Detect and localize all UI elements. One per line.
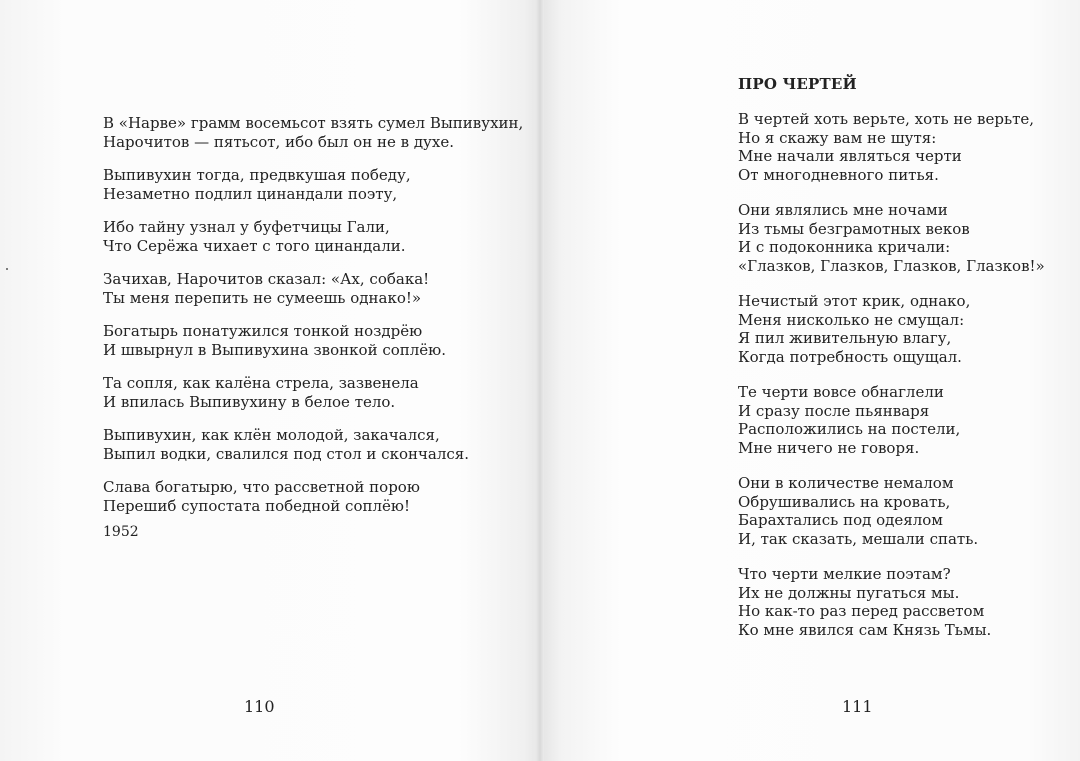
poem-line: Что черти мелкие поэтам? [738,565,951,583]
poem-line: Выпивухин, как клён молодой, закачался, [103,426,440,444]
left-stanza-5 [103,322,523,359]
poem-line: От многодневного питья. [738,165,939,184]
right-stanza-3 [738,292,1058,366]
left-stanza-1 [103,114,523,151]
left-stanza-3 [103,218,523,255]
poem-line: И швырнул в Выпивухина звонкой соплёю. [103,340,446,359]
poem-line: Но как-то раз перед рассветом [738,602,985,620]
poem-line: Что Серёжа чихает с того цинандали. [103,236,406,255]
right-stanza-4 [738,383,1058,457]
poem-line: «Глазков, Глазков, Глазков, Глазков!» [738,256,1045,275]
poem-line: Та сопля, как калёна стрела, зазвенела [103,374,419,392]
poem-line: Меня нисколько не смущал: [738,310,965,329]
left-stanza-4 [103,270,523,307]
poem-year: 1952 [103,524,139,540]
right-stanza-1 [738,110,1058,184]
poem-line: И сразу после пьянваря [738,401,930,420]
poem-line: Зачихав, Нарочитов сказал: «Ах, собака! [103,270,430,288]
poem-line: Я пил живительную влагу, [738,329,952,347]
poem-line: Нечистый этот крик, однако, [738,292,971,310]
left-stanza-6 [103,374,523,411]
poem-line: Из тьмы безграмотных веков [738,219,970,238]
poem-line: Они являлись мне ночами [738,201,948,219]
left-stanza-2 [103,166,523,203]
poem-line: Выпил водки, свалился под стол и скончался. [103,444,469,463]
poem-line: Перешиб супостата победной соплёю! [103,496,410,515]
left-stanza-7 [103,426,523,463]
poem-line: Выпивухин тогда, предвкушая победу, [103,166,411,184]
poem-line: Незаметно подлил цинандали поэту, [103,184,398,203]
poem-line: Богатырь понатужился тонкой ноздрёю [103,322,423,340]
right-page [540,0,1080,761]
poem-line: Те черти вовсе обнаглели [738,383,944,401]
poem-title: ПРО ЧЕРТЕЙ [738,75,857,93]
right-stanza-5 [738,474,1058,548]
poem-line: Они в количестве немалом [738,474,954,492]
poem-line: Мне начали являться черти [738,147,962,165]
right-stanza-6 [738,565,1058,639]
poem-line: Но я скажу вам не шутя: [738,128,937,147]
poem-line: Нарочитов — пятьсот, ибо был он не в духе. [103,132,454,151]
poem-line: Мне ничего не говоря. [738,438,920,457]
edge-mark [6,268,8,270]
book-gutter [536,0,544,761]
poem-line: И, так сказать, мешали спать. [738,529,979,548]
poem-line: Их не должны пугаться мы. [738,583,960,602]
poem-line: В «Нарве» грамм восемьсот взять сумел Выпивухин, [103,114,524,132]
poem-line: Когда потребность ощущал. [738,347,962,366]
page-number-left: 110 [244,697,275,716]
left-stanza-8 [103,478,523,515]
poem-line: Барахтались под одеялом [738,511,943,529]
right-stanza-2 [738,201,1058,275]
poem-line: Ибо тайну узнал у буфетчицы Гали, [103,218,390,236]
poem-line: И впилась Выпивухину в белое тело. [103,392,396,411]
page-number-right: 111 [842,697,873,716]
poem-line: Ты меня перепить не сумеешь однако!» [103,288,422,307]
right-poem [738,110,1058,639]
poem-line: И с подоконника кричали: [738,238,951,256]
poem-line: Ко мне явился сам Князь Тьмы. [738,620,992,639]
left-poem [103,114,523,541]
poem-line: Обрушивались на кровать, [738,492,951,511]
poem-line: Слава богатырю, что рассветной порою [103,478,420,496]
poem-line: Расположились на постели, [738,420,961,438]
poem-line: В чертей хоть верьте, хоть не верьте, [738,110,1035,128]
